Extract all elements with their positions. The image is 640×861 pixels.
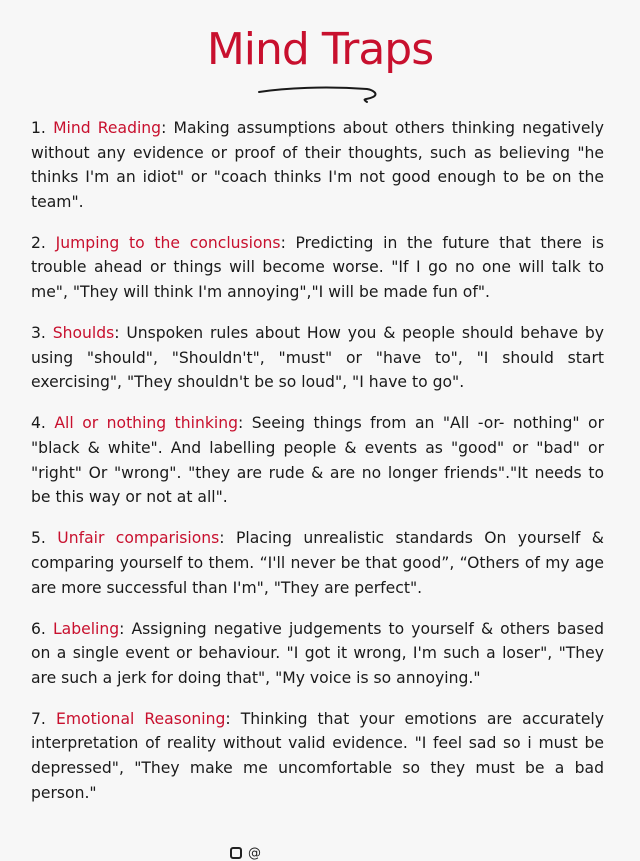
mind-traps-list (31, 116, 604, 822)
list-item (31, 617, 604, 691)
footer-handle: @ (248, 845, 261, 861)
list-item (31, 707, 604, 805)
page-title: Mind Traps (206, 24, 434, 75)
item-description: : Making assumptions about others thinking negatively without any evidence or proof of their thoughts, such as believing "he thinks I'm an idiot" or "coach thinks I'm not good enough to be on the team". (31, 119, 604, 211)
list-item (31, 321, 604, 395)
item-number: 5. (31, 529, 46, 548)
item-description: : Predicting in the future that there is trouble ahead or things will become worse. "If I go no one will talk to me", "They will think I'm annoying","I will be made fun of". (31, 233, 604, 302)
item-term: Emotional Reasoning (55, 709, 226, 728)
item-number: 2. (31, 233, 46, 252)
list-item (31, 116, 604, 214)
item-description: : Placing unrealistic standards On yourself & comparing yourself to them. “I'll never be that good”, “Others of my age are more successful than I'm", "They are perfect". (31, 529, 604, 597)
item-term: Jumping to the conclusions (55, 233, 281, 252)
item-description: : Assigning negative judgements to yourself & others based on a single event or behaviour. "I got it wrong, I'm such a loser", "They are such a jerk for doing that", "My voice is so annoying." (31, 619, 604, 687)
instagram-icon (230, 847, 242, 859)
item-term: Labeling (52, 619, 120, 638)
item-number: 3. (31, 324, 46, 343)
item-number: 6. (31, 619, 46, 638)
item-number: 4. (31, 414, 46, 433)
item-number: 1. (31, 119, 46, 137)
item-number: 7. (31, 709, 46, 728)
title-underline-swash (255, 80, 385, 106)
list-item (31, 526, 604, 600)
item-term: All or nothing thinking (54, 414, 239, 433)
list-item (31, 231, 604, 305)
footer-credit (230, 846, 410, 860)
item-term: Shoulds (52, 324, 115, 343)
list-item (31, 411, 604, 509)
item-description: : Seeing things from an "All -or- nothing" or "black & white". And labelling people & events as "good" or "bad" or "right" Or "wrong". "they are rude & are no longer friends"."It needs to be this way or not at all". (31, 414, 605, 507)
item-description: : Unspoken rules about How you & people should behave by using "should", "Shouldn't", "must" or "have to", "I should start exercising", "They shouldn't be so loud", "I have to go". (31, 324, 604, 392)
item-description: : Thinking that your emotions are accurately interpretation of reality without valid evidence. "I feel sad so i must be depressed", "They make me uncomfortable so they must be a bad person." (31, 709, 604, 802)
item-term: Mind Reading (53, 119, 162, 137)
item-term: Unfair comparisions (57, 529, 220, 548)
